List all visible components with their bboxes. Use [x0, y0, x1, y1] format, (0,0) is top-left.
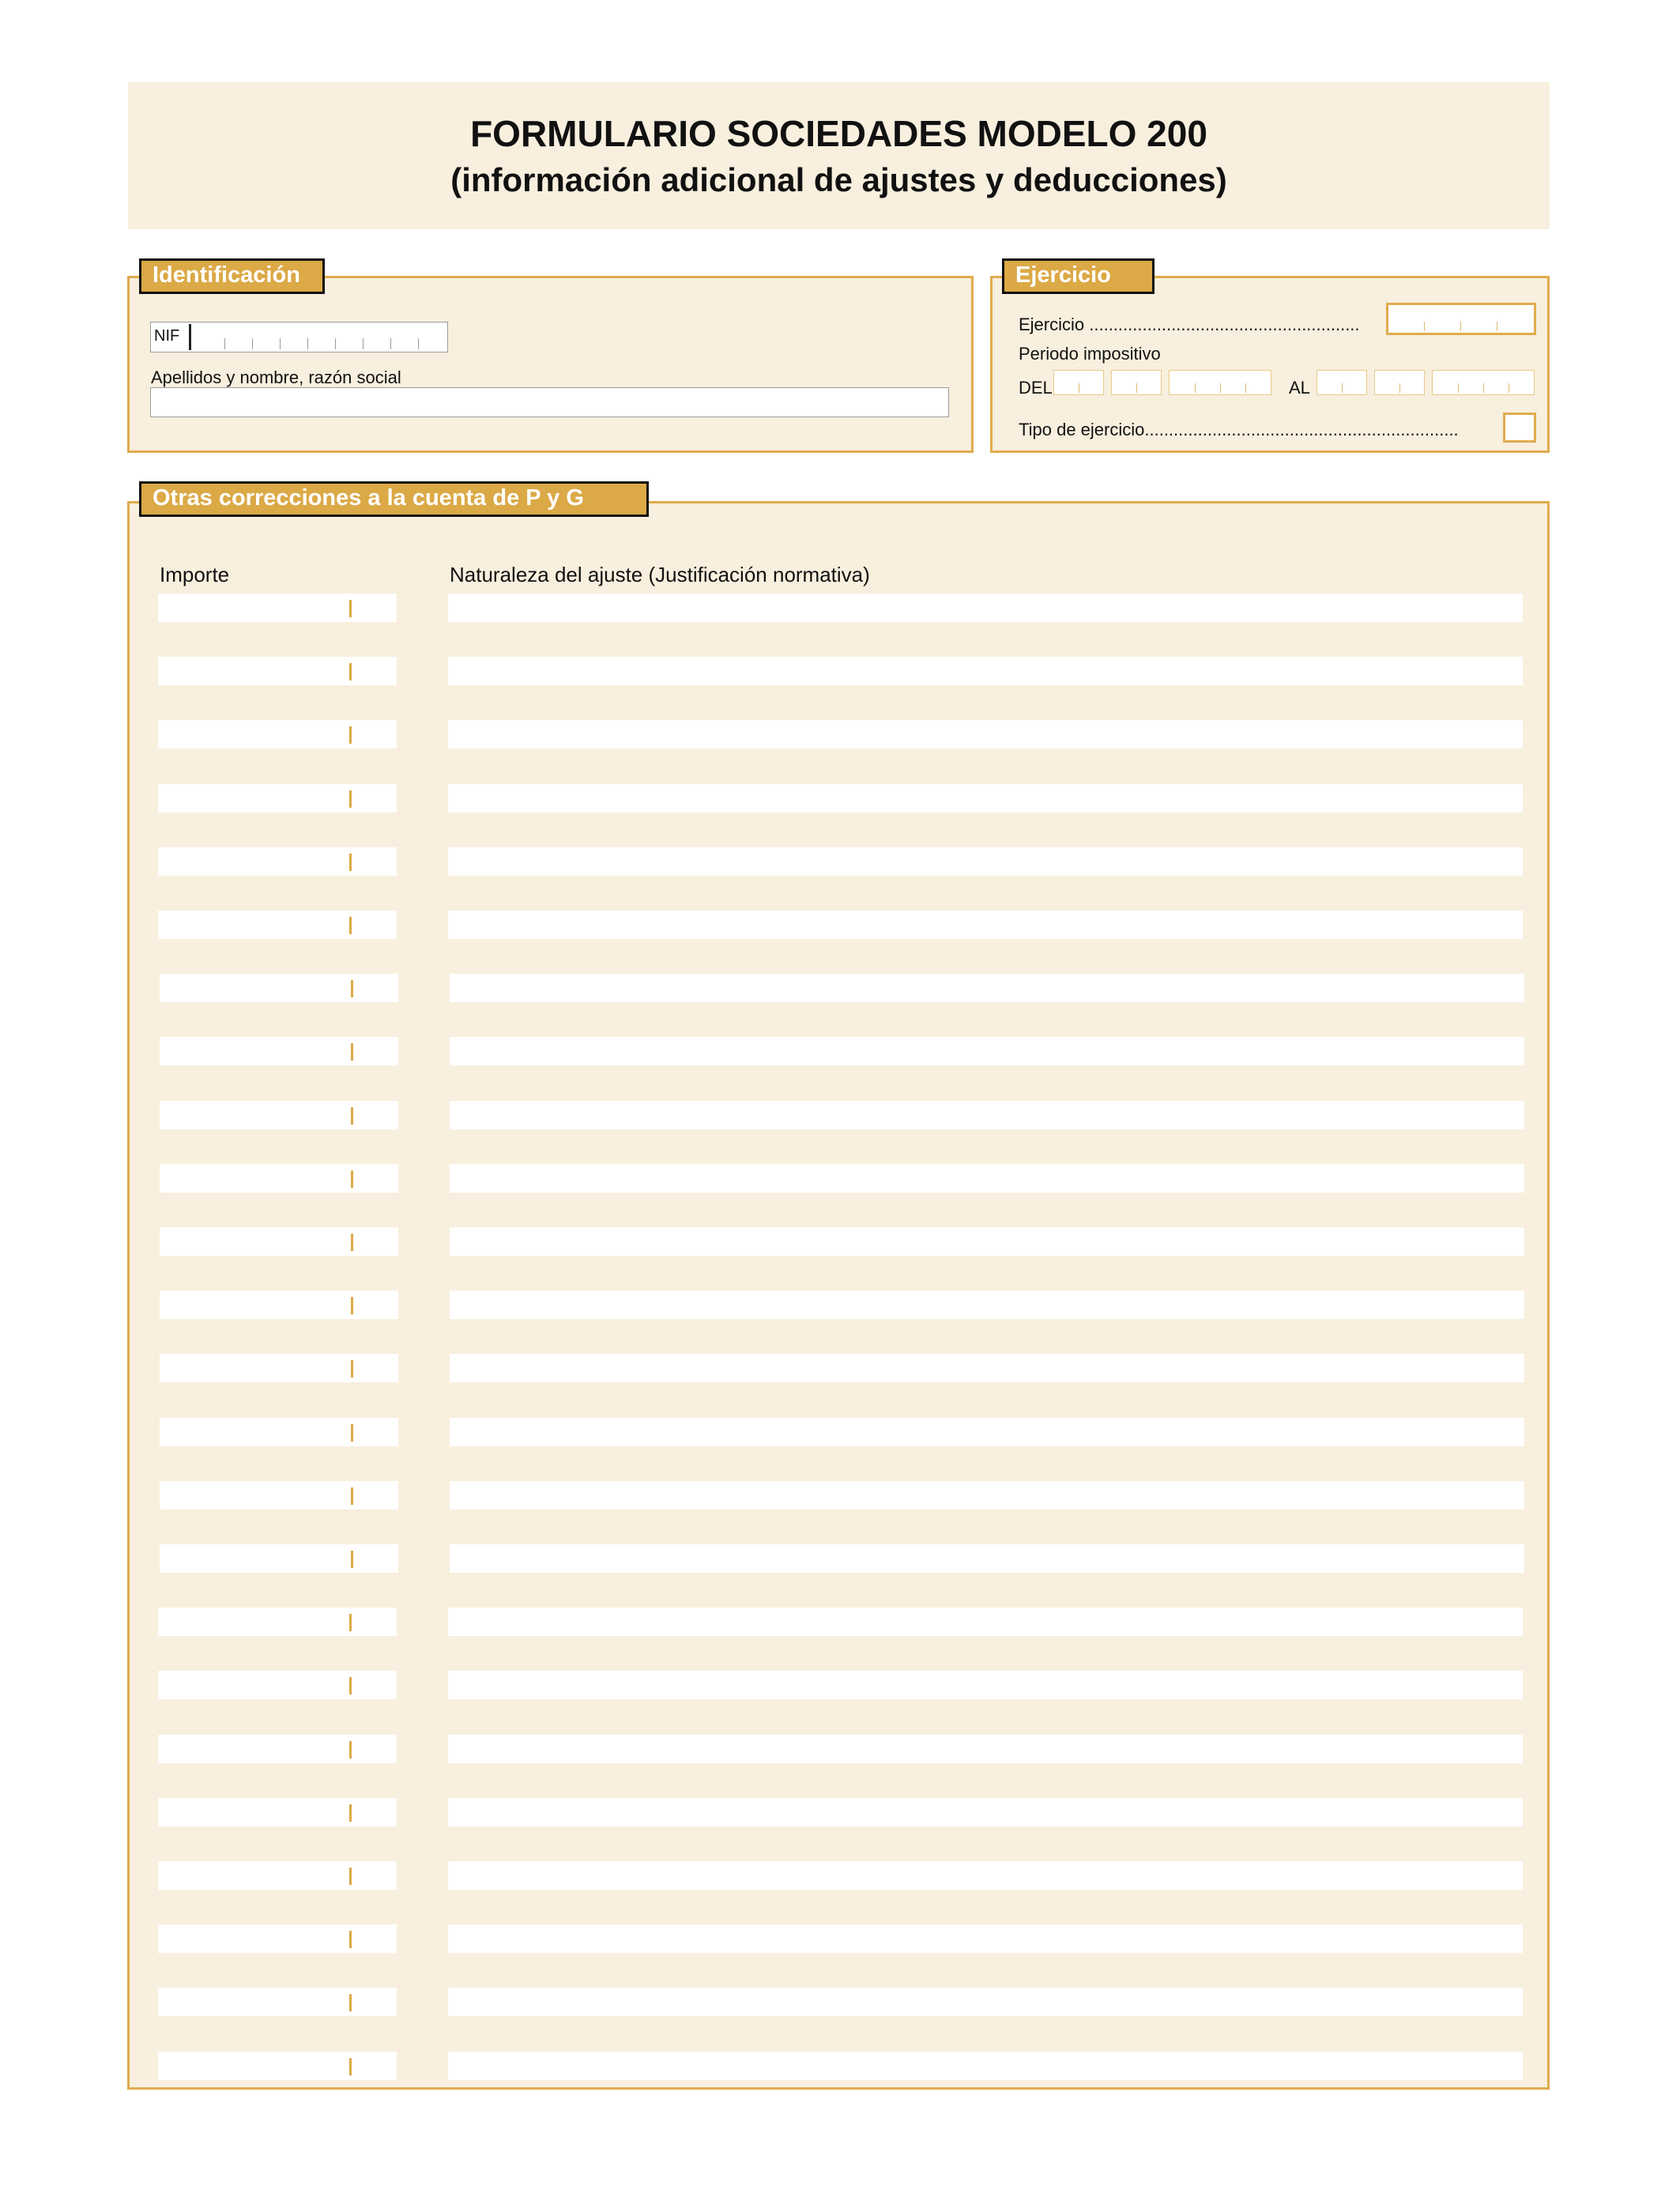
naturaleza-field[interactable] — [450, 1481, 1524, 1510]
decimal-separator-mark — [349, 790, 352, 808]
name-field[interactable] — [150, 387, 949, 417]
decimal-separator-mark — [351, 1360, 353, 1378]
cell-divider — [1195, 383, 1196, 393]
importe-field[interactable] — [158, 784, 397, 812]
importe-field[interactable] — [160, 974, 398, 1002]
importe-field[interactable] — [158, 657, 397, 685]
naturaleza-field[interactable] — [448, 1671, 1523, 1699]
correcciones-tab: Otras correcciones a la cuenta de P y G — [139, 481, 649, 517]
al-label: AL — [1289, 378, 1310, 398]
importe-field[interactable] — [160, 1164, 398, 1193]
nif-cell-divider — [418, 338, 419, 349]
decimal-separator-mark — [351, 1297, 353, 1314]
decimal-separator-mark — [351, 1234, 353, 1251]
del-month-field[interactable] — [1111, 370, 1162, 395]
cell-divider — [1342, 383, 1343, 393]
naturaleza-field[interactable] — [448, 1861, 1523, 1890]
naturaleza-field[interactable] — [450, 1291, 1524, 1319]
decimal-separator-mark — [349, 1868, 352, 1885]
importe-field[interactable] — [158, 1798, 397, 1826]
nif-cell-divider — [280, 338, 281, 349]
nif-separator — [189, 324, 191, 350]
periodo-label: Periodo impositivo — [1019, 344, 1161, 364]
decimal-separator-mark — [349, 1931, 352, 1948]
identificacion-panel — [127, 276, 974, 453]
decimal-separator-mark — [351, 1424, 353, 1442]
naturaleza-field[interactable] — [448, 1924, 1523, 1953]
tipo-ejercicio-label: Tipo de ejercicio................................................................. — [1019, 420, 1459, 439]
ejercicio-field[interactable] — [1386, 303, 1536, 335]
importe-field[interactable] — [158, 1861, 397, 1890]
del-label: DEL — [1019, 378, 1053, 398]
importe-field[interactable] — [160, 1101, 398, 1129]
naturaleza-field[interactable] — [448, 784, 1523, 812]
naturaleza-field[interactable] — [450, 1101, 1524, 1129]
decimal-separator-mark — [351, 1171, 353, 1188]
cell-divider — [1220, 383, 1221, 393]
importe-field[interactable] — [158, 594, 397, 622]
importe-column-header: Importe — [160, 563, 230, 586]
cell-divider — [1483, 383, 1484, 393]
naturaleza-field[interactable] — [448, 1608, 1523, 1636]
naturaleza-field[interactable] — [448, 594, 1523, 622]
decimal-separator-mark — [349, 1741, 352, 1759]
importe-field[interactable] — [158, 2052, 397, 2080]
naturaleza-field[interactable] — [448, 720, 1523, 748]
decimal-separator-mark — [351, 1487, 353, 1505]
importe-field[interactable] — [158, 847, 397, 876]
importe-field[interactable] — [160, 1227, 398, 1256]
importe-field[interactable] — [160, 1481, 398, 1510]
del-year-field[interactable] — [1169, 370, 1271, 395]
al-day-field[interactable] — [1317, 370, 1367, 395]
form-header — [128, 82, 1550, 229]
decimal-separator-mark — [349, 854, 352, 871]
decimal-separator-mark — [351, 1551, 353, 1568]
nif-cell-divider — [335, 338, 336, 349]
naturaleza-field[interactable] — [450, 1037, 1524, 1065]
naturaleza-column-header: Naturaleza del ajuste (Justificación normativa) — [450, 563, 870, 586]
naturaleza-field[interactable] — [450, 1164, 1524, 1193]
cell-divider — [1245, 383, 1246, 393]
cell-divider — [1399, 383, 1400, 393]
naturaleza-field[interactable] — [450, 974, 1524, 1002]
decimal-separator-mark — [351, 1107, 353, 1125]
cell-divider — [1136, 383, 1137, 393]
decimal-separator-mark — [349, 663, 352, 680]
naturaleza-field[interactable] — [448, 1798, 1523, 1826]
al-year-field[interactable] — [1432, 370, 1535, 395]
decimal-separator-mark — [349, 600, 352, 617]
importe-field[interactable] — [158, 910, 397, 939]
decimal-separator-mark — [351, 1043, 353, 1061]
nif-cell-divider — [307, 338, 308, 349]
ejercicio-cell-divider — [1424, 322, 1425, 331]
ejercicio-tab: Ejercicio — [1002, 258, 1155, 294]
decimal-separator-mark — [349, 1804, 352, 1822]
importe-field[interactable] — [158, 720, 397, 748]
importe-field[interactable] — [160, 1418, 398, 1446]
naturaleza-field[interactable] — [448, 657, 1523, 685]
importe-field[interactable] — [158, 1924, 397, 1953]
nif-label: NIF — [154, 327, 180, 345]
form-title: FORMULARIO SOCIEDADES MODELO 200 — [470, 113, 1207, 154]
importe-field[interactable] — [158, 1608, 397, 1636]
decimal-separator-mark — [351, 980, 353, 997]
tipo-ejercicio-field[interactable] — [1503, 413, 1536, 443]
decimal-separator-mark — [349, 726, 352, 744]
al-month-field[interactable] — [1374, 370, 1425, 395]
naturaleza-field[interactable] — [448, 1735, 1523, 1763]
ejercicio-label: Ejercicio ........................................................ — [1019, 315, 1360, 334]
naturaleza-field[interactable] — [450, 1544, 1524, 1573]
decimal-separator-mark — [349, 1994, 352, 2011]
importe-field[interactable] — [158, 1671, 397, 1699]
form-subtitle: (información adicional de ajustes y deducciones) — [450, 161, 1227, 198]
naturaleza-field[interactable] — [448, 910, 1523, 939]
naturaleza-field[interactable] — [448, 1988, 1523, 2016]
naturaleza-field[interactable] — [450, 1418, 1524, 1446]
decimal-separator-mark — [349, 917, 352, 934]
del-day-field[interactable] — [1053, 370, 1104, 395]
naturaleza-field[interactable] — [450, 1227, 1524, 1256]
naturaleza-field[interactable] — [448, 847, 1523, 876]
cell-divider — [1458, 383, 1459, 393]
importe-field[interactable] — [158, 1735, 397, 1763]
importe-field[interactable] — [160, 1037, 398, 1065]
importe-field[interactable] — [160, 1291, 398, 1319]
importe-field[interactable] — [158, 1988, 397, 2016]
nif-field[interactable] — [150, 322, 448, 352]
importe-field[interactable] — [160, 1354, 398, 1382]
nif-cell-divider — [390, 338, 391, 349]
decimal-separator-mark — [349, 1677, 352, 1695]
importe-field[interactable] — [160, 1544, 398, 1573]
name-label: Apellidos y nombre, razón social — [151, 368, 401, 387]
decimal-separator-mark — [349, 1614, 352, 1631]
ejercicio-cell-divider — [1460, 322, 1461, 331]
nif-cell-divider — [224, 338, 225, 349]
decimal-separator-mark — [349, 2058, 352, 2075]
nif-cell-divider — [252, 338, 253, 349]
naturaleza-field[interactable] — [450, 1354, 1524, 1382]
naturaleza-field[interactable] — [448, 2052, 1523, 2080]
identificacion-tab: Identificación — [139, 258, 325, 294]
